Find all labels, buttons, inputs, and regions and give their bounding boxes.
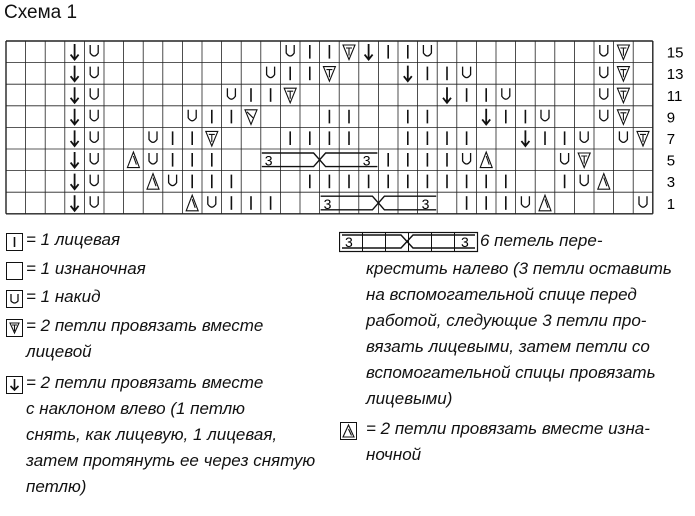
legend-ssk-line3: снять, как лицевую, 1 лицевая, [26,425,278,444]
ssk-stitch [71,152,79,168]
k2tog-stitch [617,88,629,103]
cable-symbol-icon [339,231,479,253]
ssk-stitch [404,66,412,82]
yarn-over-stitch [423,45,431,56]
legend-cable-line3: на вспомогательной спице перед [366,285,637,304]
legend-k2tog-line2: лицевой [26,342,92,361]
yarn-over-stitch [267,67,275,78]
k2tog-stitch [323,67,335,82]
cable-number-right: 3 [362,152,371,169]
yarn-over-stitch [580,175,588,186]
ssk-stitch [71,87,79,103]
legend-cable-line5: вязать лицевыми, затем петли со [366,337,650,356]
legend-p2tog-line2: ночной [366,445,422,464]
yarn-over-stitch [90,88,98,99]
ssk-symbol-icon [6,376,23,394]
legend-knit: = 1 лицевая [26,230,121,249]
k2tog-stitch [343,45,355,60]
legend-cable-line7: лицевыми) [366,389,453,408]
k2tog-stitch [617,110,629,125]
row-number-label: 13 [666,66,684,84]
legend-ssk-line5: петлю) [26,477,87,496]
k2tog-stitch [617,67,629,82]
yarn-over-stitch [580,131,588,142]
ssk-stitch [71,109,79,125]
ssk-stitch [71,174,79,190]
yarn-over-stitch [639,196,647,207]
k2tog-stitch [617,45,629,60]
yarn-over-stitch [463,153,471,164]
ssk-stitch [365,44,373,60]
k2tog-symbol-icon [6,319,23,337]
legend-cable-line2: крестить налево (3 петли оставить [366,259,672,278]
ssk-stitch [71,195,79,211]
yarn-over-stitch [600,45,608,56]
yarn-over-stitch [286,45,294,56]
chart-title: Схема 1 [4,2,78,23]
p2tog-stitch [186,195,198,211]
yarn-over-stitch [90,153,98,164]
yarn-over-stitch [90,196,98,207]
cable-left-label: 3 [345,234,353,250]
p2tog-stitch [480,152,492,168]
yarn-over-stitch [188,110,196,121]
cable-right-label: 3 [461,234,469,250]
legend-cable: 6 петель пере- [480,231,603,250]
yarn-over-stitch [90,175,98,186]
p2tog-stitch [539,195,551,211]
k2tog-stitch [637,131,649,146]
cable-number-left: 3 [323,195,332,212]
legend-ssk: = 2 петли провязать вместе [26,373,264,392]
k2tog-stitch [578,153,590,168]
knitting-chart [0,0,695,225]
ssk-stitch [71,66,79,82]
k2tog-stitch [245,110,257,125]
row-number-label: 9 [666,109,676,127]
yarn-over-stitch [149,153,157,164]
yarn-over-stitch [227,88,235,99]
yarn-over-stitch [149,131,157,142]
row-number-label: 5 [666,152,676,170]
p2tog-symbol-icon [340,422,357,440]
yarn-over-stitch [619,131,627,142]
yarn-over-stitch [600,110,608,121]
row-number-label: 15 [666,44,684,62]
row-number-label: 7 [666,131,676,148]
k2tog-stitch [284,88,296,103]
yarn-over-stitch [90,45,98,56]
yarn-over-stitch [561,153,569,164]
legend-cable-line6: вспомогательной спицы провязать [366,363,656,382]
yarn-over-stitch [502,88,510,99]
legend-k2tog: = 2 петли провязать вместе [26,316,264,335]
yarn-over-stitch [90,110,98,121]
k2tog-stitch [206,131,218,146]
row-number-label: 11 [666,87,683,105]
legend-yo: = 1 накид [26,287,101,306]
knit-symbol-icon [6,233,23,251]
cable-number-left: 3 [264,152,273,169]
legend-ssk-line2: с наклоном влево (1 петлю [26,399,245,418]
ssk-stitch [521,130,529,146]
p2tog-stitch [598,174,610,190]
row-number-label: 3 [666,174,676,192]
purl-symbol-icon [6,262,23,280]
yarn-over-stitch [521,196,529,207]
yarn-over-stitch [541,110,549,121]
yarn-over-stitch [90,131,98,142]
yarn-over-stitch [463,67,471,78]
ssk-stitch [71,130,79,146]
yarn-over-stitch [208,196,216,207]
legend-cable-line4: работой, следующие 3 петли про- [366,311,647,330]
p2tog-stitch [127,152,139,168]
row-number-label: 1 [666,195,676,213]
yarn-over-stitch [600,67,608,78]
p2tog-stitch [147,174,159,190]
legend-p2tog: = 2 петли провязать вместе изна- [366,419,650,438]
yarn-over-stitch [600,88,608,99]
yarn-over-symbol-icon [6,290,23,308]
yarn-over-stitch [169,175,177,186]
ssk-stitch [443,87,451,103]
legend-purl: = 1 изнаночная [26,259,146,278]
ssk-stitch [482,109,490,125]
ssk-stitch [71,44,79,60]
cable-number-right: 3 [421,195,430,212]
yarn-over-stitch [90,67,98,78]
legend-ssk-line4: затем протянуть ее через снятую [26,451,316,470]
